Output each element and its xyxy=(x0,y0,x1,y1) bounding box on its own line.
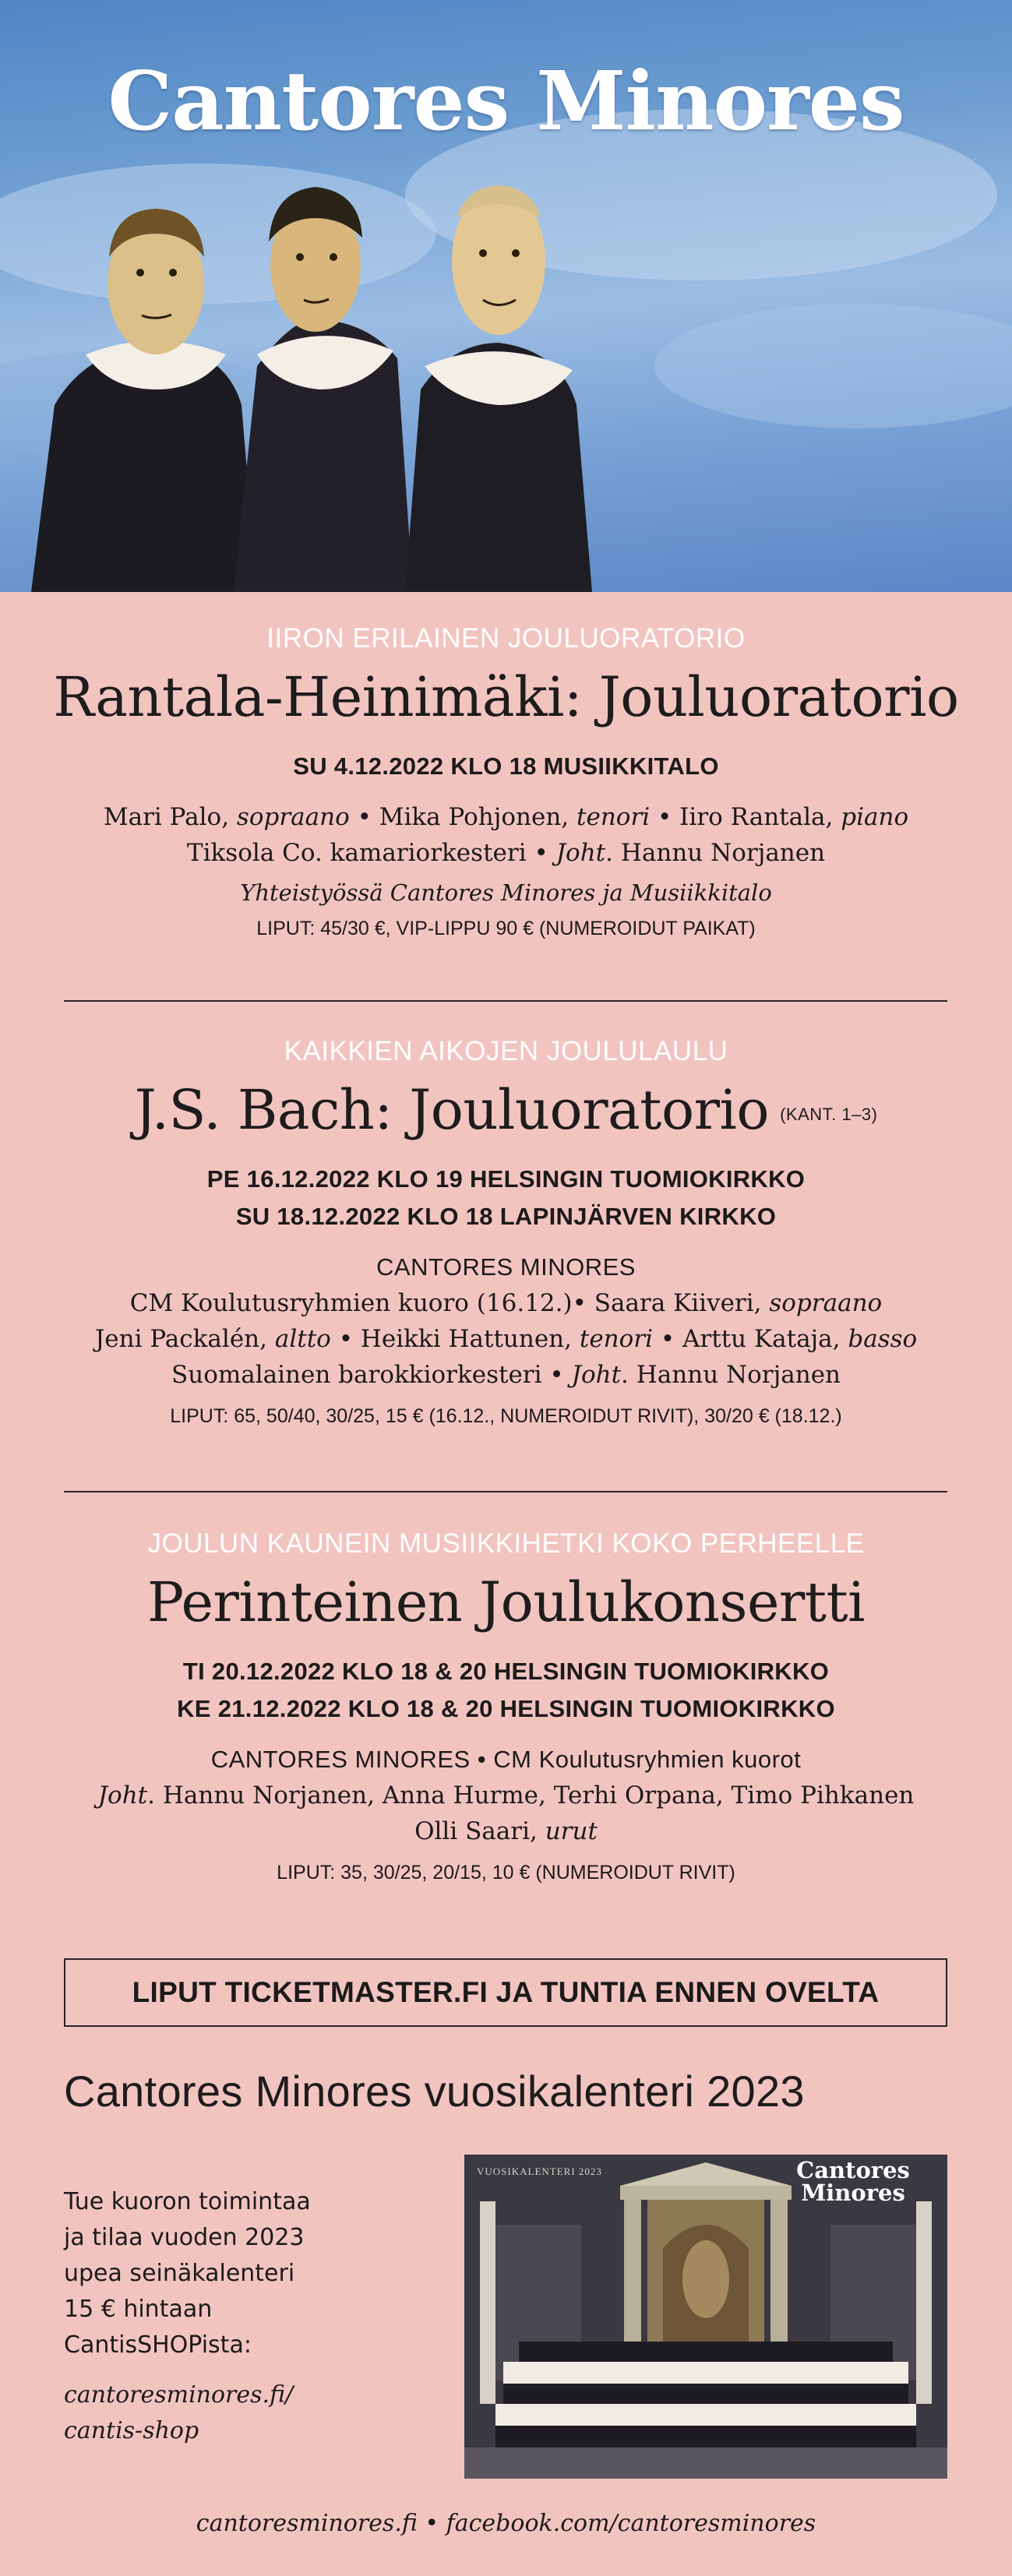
calendar-cover-label: VUOSIKALENTERI 2023 xyxy=(477,2165,602,2177)
concert-date: KE 21.12.2022 KLO 18 & 20 HELSINGIN TUOMIOKIRKKO xyxy=(177,1695,835,1722)
performer-role: Joht xyxy=(571,1361,622,1389)
section-divider xyxy=(64,1491,947,1492)
performer-text: • Mika Pohjonen, xyxy=(349,803,577,831)
performer-text: Olli Saari, xyxy=(414,1817,545,1845)
concert-title: Perinteinen Joulukonsertti xyxy=(147,1570,865,1634)
performer-text: . Hannu Norjanen, Anna Hurme, Terhi Orpana, Timo Pihkanen xyxy=(147,1781,915,1810)
performer-text: • Iiro Rantala, xyxy=(650,803,841,831)
performers xyxy=(0,1249,1012,1393)
ticket-info-box xyxy=(64,1958,947,2027)
performers xyxy=(0,799,1012,871)
concert-date: SU 18.12.2022 KLO 18 LAPINJÄRVEN KIRKKO xyxy=(235,1203,777,1230)
brand-line: Minores xyxy=(801,2180,905,2206)
footer-links[interactable]: cantoresminores.fi • facebook.com/cantoresminores xyxy=(196,2510,816,2537)
performer-text: . Hannu Norjanen xyxy=(605,839,826,867)
concert-title-row xyxy=(0,1078,1012,1142)
performers-line: CANTORES MINORES • CM Koulutusryhmien kuorot xyxy=(210,1746,802,1773)
performer-role: Joht xyxy=(555,839,606,867)
performers-line xyxy=(0,1813,1012,1849)
concert-kicker: JOULUN KAUNEIN MUSIIKKIHETKI KOKO PERHEELLE xyxy=(147,1528,865,1559)
ticket-prices: LIPUT: 45/30 €, VIP-LIPPU 90 € (NUMEROIDUT PAIKAT) xyxy=(256,918,756,939)
performer-text: Tiksola Co. kamariorkesteri • xyxy=(186,839,556,867)
performer-text: CM Koulutusryhmien kuoro (16.12.)• Saara Kiiveri, xyxy=(129,1289,770,1317)
concert-section-1 xyxy=(0,623,1012,944)
calendar-cover-photo xyxy=(464,2155,947,2479)
concert-dates xyxy=(0,1653,1012,1728)
performers-line xyxy=(0,799,1012,835)
brand-line: Cantores xyxy=(796,2157,910,2183)
concert-dates xyxy=(0,1161,1012,1235)
performer-text: Suomalainen barokkiorkesteri • xyxy=(171,1361,572,1389)
header-painting xyxy=(0,0,1012,592)
concert-title: Rantala-Heinimäki: Jouluoratorio xyxy=(53,665,959,729)
performers-line xyxy=(0,835,1012,871)
calendar-text-line: Tue kuoron toimintaa xyxy=(64,2188,311,2215)
concert-kicker: IIRON ERILAINEN JOULUORATORIO xyxy=(266,623,746,654)
ticket-info-text: LIPUT TICKETMASTER.FI JA TUNTIA ENNEN OVELTA xyxy=(132,1976,880,2008)
performer-role: urut xyxy=(545,1817,598,1845)
concert-section-2 xyxy=(0,1036,1012,1432)
performer-text: . Hannu Norjanen xyxy=(621,1361,841,1389)
cooperation-note: Yhteistyössä Cantores Minores ja Musiikkitalo xyxy=(240,879,772,906)
calendar-link-line: cantis-shop xyxy=(64,2417,199,2444)
performer-text: Jeni Packalén, xyxy=(94,1325,275,1353)
calendar-description xyxy=(64,2184,391,2363)
section-divider xyxy=(64,1000,947,1002)
concert-section-3 xyxy=(0,1528,1012,1888)
performers-line: CANTORES MINORES xyxy=(376,1253,636,1281)
performer-role: Joht xyxy=(97,1781,148,1810)
performer-text: Mari Palo, xyxy=(103,803,237,831)
performer-role: sopraano xyxy=(769,1289,883,1317)
performers-line xyxy=(0,1285,1012,1321)
performer-role: basso xyxy=(848,1325,918,1353)
performer-role: tenori xyxy=(577,803,651,831)
performer-role: sopraano xyxy=(236,803,350,831)
performers-line xyxy=(0,1778,1012,1813)
calendar-shop-link[interactable] xyxy=(64,2377,391,2449)
concert-dates xyxy=(0,748,1012,785)
calendar-text-line: ja tilaa vuoden 2023 xyxy=(64,2224,305,2251)
concert-date: TI 20.12.2022 KLO 18 & 20 HELSINGIN TUOMIOKIRKKO xyxy=(182,1658,830,1685)
performer-text: • Heikki Hattunen, xyxy=(330,1325,580,1353)
ticket-prices: LIPUT: 35, 30/25, 20/15, 10 € (NUMEROIDUT RIVIT) xyxy=(277,1862,735,1884)
performers xyxy=(0,1742,1012,1849)
concert-title: J.S. Bach: Jouluoratorio xyxy=(134,1078,770,1142)
concert-date: PE 16.12.2022 KLO 19 HELSINGIN TUOMIOKIRKKO xyxy=(206,1165,806,1193)
concert-date: SU 4.12.2022 KLO 18 MUSIIKKITALO xyxy=(293,752,719,780)
performer-role: tenori xyxy=(579,1325,654,1353)
calendar-link-line: cantoresminores.fi/ xyxy=(64,2381,294,2409)
calendar-text-line: CantisSHOPista: xyxy=(64,2331,252,2359)
calendar-text-line: 15 € hintaan xyxy=(64,2296,213,2323)
calendar-text-line: upea seinäkalenteri xyxy=(64,2260,295,2287)
performer-text: • Arttu Kataja, xyxy=(653,1325,848,1353)
ensemble-title: Cantores Minores xyxy=(108,53,904,149)
concert-kicker: KAIKKIEN AIKOJEN JOULULAULU xyxy=(284,1036,728,1066)
cantata-note: (KANT. 1–3) xyxy=(780,1105,878,1124)
performers-line xyxy=(0,1357,1012,1393)
calendar-cover-brand xyxy=(779,2159,927,2204)
ticket-prices: LIPUT: 65, 50/40, 30/25, 15 € (16.12., NUMEROIDUT RIVIT), 30/20 € (18.12.) xyxy=(170,1405,842,1427)
performer-role: altto xyxy=(274,1325,331,1353)
performer-role: piano xyxy=(841,803,909,831)
performers-line xyxy=(0,1321,1012,1357)
calendar-title: Cantores Minores vuosikalenteri 2023 xyxy=(64,2067,805,2116)
